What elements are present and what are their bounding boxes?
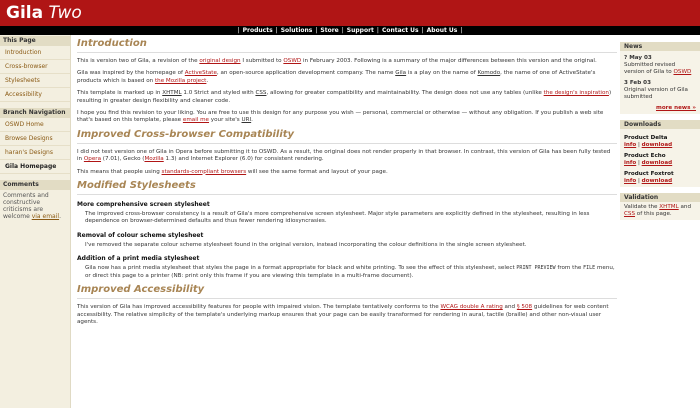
- print-stylesheet-heading: Addition of a print media stylesheet: [77, 255, 200, 263]
- info-link[interactable]: info: [624, 178, 637, 184]
- download-links: [624, 178, 696, 185]
- news-item: [624, 62, 696, 76]
- comments-end: .: [59, 213, 61, 220]
- downloads-heading: Downloads: [620, 120, 700, 129]
- screen-stylesheet-heading: More comprehensive screen stylesheet: [77, 201, 210, 209]
- access-paragraph-1: [77, 304, 617, 326]
- text: of this page.: [636, 211, 672, 217]
- wcag-link[interactable]: WCAG double A rating: [440, 304, 503, 311]
- news-text: Submitted revised version of Gila to: [624, 62, 676, 75]
- nav-solutions[interactable]: Solutions: [280, 27, 313, 34]
- news-date: ? May 03: [624, 55, 652, 61]
- cross-paragraph-2: [77, 169, 617, 176]
- intro-paragraph-4: [77, 110, 617, 125]
- text: (7.01), Gecko (: [102, 156, 145, 163]
- sidebar-item-oswd-home[interactable]: OSWD Home: [0, 118, 70, 132]
- text: menu, or direct this page to a printer (NB: print only this frame if you are viewing this template in a multi-frame document).: [85, 265, 615, 279]
- nav-products[interactable]: Products: [242, 27, 273, 34]
- text: , an open-source application development company. The name: [216, 70, 394, 77]
- comments-text: [0, 190, 70, 222]
- print-stylesheet-text: [77, 265, 617, 280]
- logo-italic: Two: [48, 3, 82, 23]
- email-me-link[interactable]: email me: [182, 117, 210, 124]
- validate-xhtml-link[interactable]: XHTML: [659, 204, 679, 210]
- design-inspiration-link[interactable]: the design's inspiration: [543, 90, 609, 97]
- this-page-heading: This Page: [0, 36, 70, 46]
- nav-contact-us[interactable]: Contact Us: [381, 27, 419, 34]
- nav-separator: |: [421, 27, 424, 34]
- text: and: [504, 304, 516, 311]
- nav-separator: |: [460, 27, 463, 34]
- section-508-link[interactable]: § 508: [516, 304, 533, 311]
- download-links: [624, 142, 696, 149]
- text: from the: [557, 265, 582, 272]
- gila-term: Gila: [395, 70, 407, 77]
- info-link[interactable]: info: [624, 142, 637, 148]
- print-preview-term: PRINT PREVIEW: [516, 265, 556, 272]
- colour-scheme-heading: Removal of colour scheme stylesheet: [77, 231, 204, 239]
- news-text: Original version of Gila submitted: [624, 87, 688, 100]
- downloads-box: [620, 120, 700, 187]
- product-name: Product Echo: [624, 153, 666, 159]
- text: Gila was inspired by the homepage of: [77, 70, 184, 77]
- text: , the name of one of ActiveState's products which is based on: [77, 70, 596, 84]
- text: I submitted to: [242, 58, 282, 64]
- news-oswd-link[interactable]: OSWD: [673, 69, 692, 75]
- product-name: Product Delta: [624, 135, 668, 141]
- sidebar-item-cross-browser[interactable]: Cross-browser: [0, 60, 70, 74]
- oswd-link[interactable]: OSWD: [283, 58, 302, 64]
- main-content: [77, 38, 617, 408]
- news-date: 3 Feb 03: [624, 80, 651, 86]
- text: I did not test version one of Gila in Opera before submitting it to OSWD. As a result, the original does not render properly in that browser. In contrast, this version of Gila has been fully tested in: [77, 148, 611, 163]
- file-term: FILE: [583, 265, 596, 272]
- stylesheets-title: Modified Stylesheets: [77, 180, 617, 195]
- text: This means that people using: [77, 168, 160, 175]
- link-separator: |: [637, 178, 640, 184]
- nav-separator: |: [376, 27, 379, 34]
- header-bar: [0, 0, 700, 26]
- standards-browsers-link[interactable]: standards-compliant browsers: [161, 168, 247, 175]
- download-item: [624, 135, 696, 149]
- text: Gila now has a print media stylesheet that styles the page in a format appropriate for black and white printing. To see the effect of this stylesheet, select: [85, 265, 515, 272]
- text: your site's: [210, 117, 240, 124]
- news-body: [620, 51, 700, 114]
- validation-heading: Validation: [620, 193, 700, 202]
- original-design-link[interactable]: original design: [199, 58, 241, 64]
- screen-stylesheet-text: The improved cross-browser consistency is a result of Gila's more comprehensive screen stylesheet. Major style parameters are explicitly defined in the stylesheet, resulting in less dependence on browser-determined defaults and thus fewer rendering idiosyncrasies.: [85, 211, 590, 225]
- sidebar-item-accessibility[interactable]: Accessibility: [0, 88, 70, 102]
- accessibility-title: Improved Accessibility: [77, 284, 617, 299]
- link-separator: |: [637, 160, 640, 166]
- download-links: [624, 160, 696, 167]
- nav-store[interactable]: Store: [320, 27, 339, 34]
- text: is a play on the name of: [407, 70, 476, 77]
- top-navigation: [0, 26, 700, 35]
- nav-separator: |: [341, 27, 344, 34]
- text: guidelines for web content accessibility. The relative simplicity of the template's underlying markup ensures that your page can be easily transformed for rendering in aural, tactile (braille) and other non-visual user agents.: [77, 304, 609, 325]
- news-heading: News: [620, 42, 700, 51]
- more-news-link[interactable]: more news »: [655, 105, 696, 111]
- cross-browser-title: Improved Cross-browser Compatibility: [77, 129, 617, 144]
- text: I hope you find this revision to your liking. You are free to use this design for any purpose you wish — personal, commercial or otherwise — without any obligation. If you publish a web site that's based on this template, please: [77, 110, 604, 124]
- intro-paragraph-3: [77, 90, 617, 105]
- nav-separator: |: [315, 27, 318, 34]
- downloads-body: [620, 129, 700, 187]
- colour-scheme-text: I've removed the separate colour scheme stylesheet found in the original version, instead incorporating the colour definitions in the single screen stylesheet.: [85, 241, 527, 248]
- comments-email-link[interactable]: via email: [31, 213, 60, 220]
- nav-support[interactable]: Support: [346, 27, 374, 34]
- validation-box: [620, 193, 700, 220]
- sidebar-item-browse-designs[interactable]: Browse Designs: [0, 132, 70, 146]
- intro-paragraph-1: [77, 58, 617, 65]
- logo-bold: Gila: [6, 3, 44, 23]
- activestate-link[interactable]: ActiveState: [184, 70, 217, 77]
- validation-body: [620, 202, 700, 220]
- text: .: [206, 77, 209, 84]
- cross-paragraph-1: [77, 149, 617, 164]
- sidebar-item-stylesheets[interactable]: Stylesheets: [0, 74, 70, 88]
- left-sidebar: [0, 35, 71, 408]
- text: will see the same format and layout of your page.: [247, 168, 388, 175]
- text: in February 2003. Following is a summary of the major differences between this version and the original.: [302, 58, 597, 64]
- info-link[interactable]: info: [624, 160, 637, 166]
- download-link[interactable]: download: [641, 160, 673, 166]
- download-link[interactable]: download: [641, 178, 673, 184]
- opera-link[interactable]: Opera: [83, 156, 102, 163]
- text: Validate the: [624, 204, 658, 210]
- site-logo[interactable]: [6, 3, 82, 23]
- news-box: [620, 42, 700, 114]
- download-item: [624, 153, 696, 167]
- text: 1.3) and Internet Explorer (6.0) for consistent rendering.: [165, 156, 324, 163]
- text: and: [680, 204, 691, 210]
- xhtml-abbr: XHTML: [162, 90, 182, 97]
- branch-navigation-heading: Branch Navigation: [0, 108, 70, 118]
- download-link[interactable]: download: [641, 142, 673, 148]
- product-name: Product Foxtrot: [624, 171, 674, 177]
- text: This is version two of Gila, a revision of the: [77, 58, 198, 64]
- text: ) resulting in greater design flexibility and cleaner code.: [77, 90, 612, 104]
- komodo-term: Komodo: [477, 70, 501, 77]
- download-item: [624, 171, 696, 185]
- right-sidebar: [620, 42, 700, 408]
- nav-separator: |: [275, 27, 278, 34]
- nav-about-us[interactable]: About Us: [426, 27, 458, 34]
- text: .: [251, 117, 253, 124]
- nav-separator: |: [237, 27, 240, 34]
- introduction-title: Introduction: [77, 38, 617, 53]
- mozilla-project-link[interactable]: the Mozilla project: [154, 77, 207, 84]
- validate-css-link[interactable]: CSS: [624, 211, 636, 217]
- text: , allowing for greater compatibility and maintainability. The design does not use any tables (unlike: [266, 90, 542, 97]
- css-abbr: CSS: [255, 90, 267, 97]
- sidebar-item-introduction[interactable]: Introduction: [0, 46, 70, 60]
- intro-paragraph-2: [77, 70, 617, 85]
- text: This template is marked up in: [77, 90, 161, 97]
- link-separator: |: [637, 142, 640, 148]
- mozilla-link[interactable]: Mozilla: [144, 156, 164, 163]
- text: This version of Gila has improved accessibility features for people with impaired vision. The template tentatively conforms to the: [77, 304, 439, 311]
- sidebar-item-harans-designs[interactable]: haran's Designs: [0, 146, 70, 160]
- comments-body: Comments and constructive criticisms are welcome: [3, 192, 49, 220]
- text: 1.0 Strict and styled with: [183, 90, 254, 97]
- sidebar-item-gila-homepage[interactable]: Gila Homepage: [0, 160, 70, 174]
- uri-abbr: URI: [241, 117, 252, 124]
- comments-heading: Comments: [0, 180, 70, 190]
